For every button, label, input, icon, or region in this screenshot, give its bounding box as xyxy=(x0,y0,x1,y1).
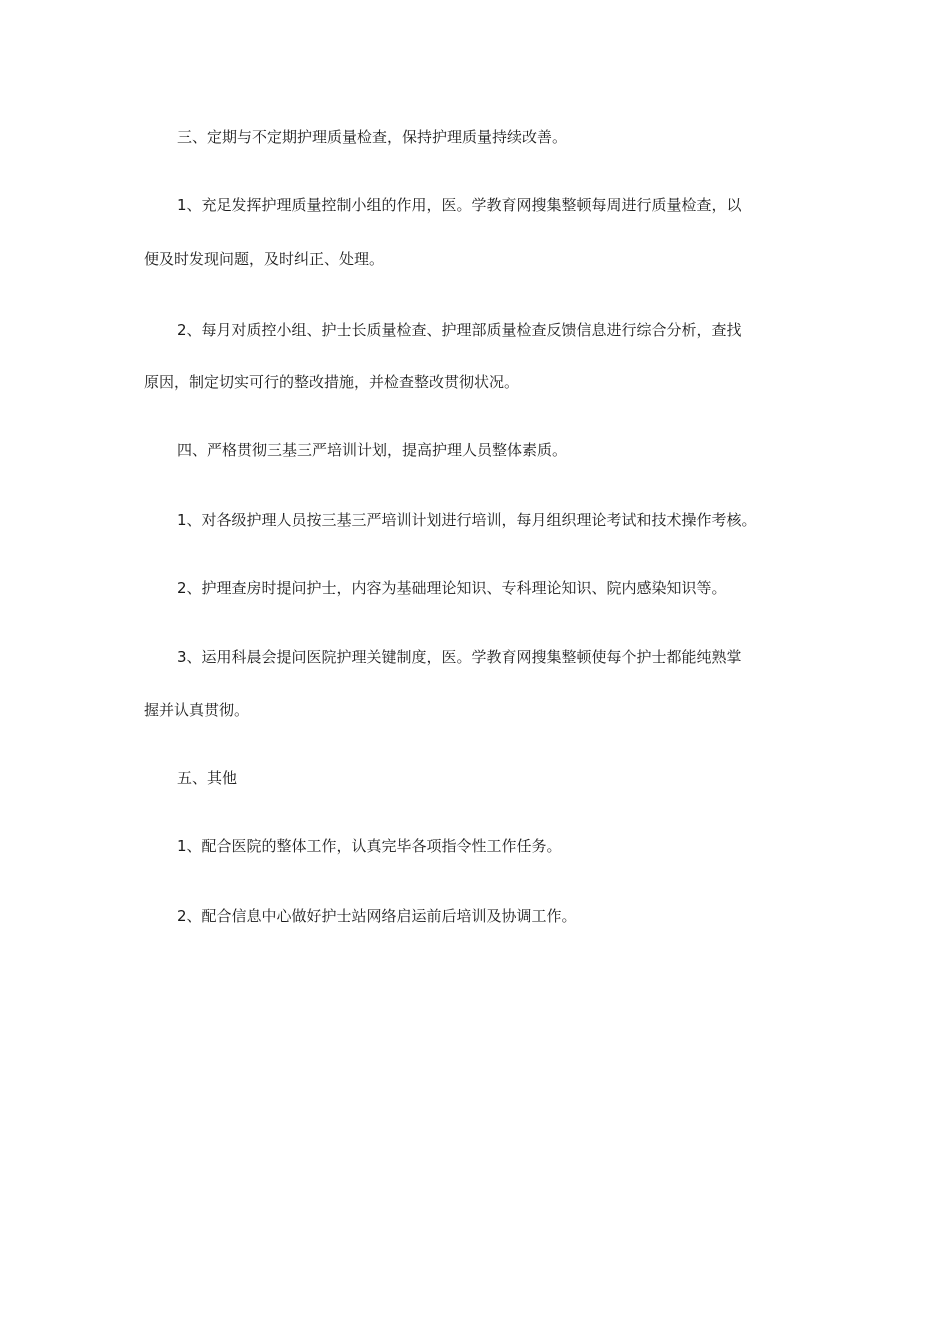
paragraph-line: 2、护理查房时提问护士，内容为基础理论知识、专科理论知识、院内感染知识等。 xyxy=(177,579,727,597)
paragraph-line: 1、充足发挥护理质量控制小组的作用，医。学教育网搜集整顿每周进行质量检查，以 xyxy=(177,196,742,214)
section-heading-3: 三、定期与不定期护理质量检查，保持护理质量持续改善。 xyxy=(177,128,568,146)
paragraph-line: 3、运用科晨会提问医院护理关键制度，医。学教育网搜集整顿使每个护士都能纯熟掌 xyxy=(177,648,742,666)
section-heading-5: 五、其他 xyxy=(177,769,238,787)
paragraph-line: 2、配合信息中心做好护士站网络启运前后培训及协调工作。 xyxy=(177,907,577,925)
paragraph-line: 1、对各级护理人员按三基三严培训计划进行培训，每月组织理论考试和技术操作考核。 xyxy=(177,511,757,529)
paragraph-line: 握并认真贯彻。 xyxy=(144,701,250,719)
paragraph-line: 原因，制定切实可行的整改措施，并检查整改贯彻状况。 xyxy=(144,373,520,391)
paragraph-line: 1、配合医院的整体工作，认真完毕各项指令性工作任务。 xyxy=(177,837,562,855)
paragraph-line: 2、每月对质控小组、护士长质量检查、护理部质量检查反馈信息进行综合分析，查找 xyxy=(177,321,742,339)
section-heading-4: 四、严格贯彻三基三严培训计划，提高护理人员整体素质。 xyxy=(177,441,568,459)
paragraph-line: 便及时发现问题，及时纠正、处理。 xyxy=(144,250,385,268)
